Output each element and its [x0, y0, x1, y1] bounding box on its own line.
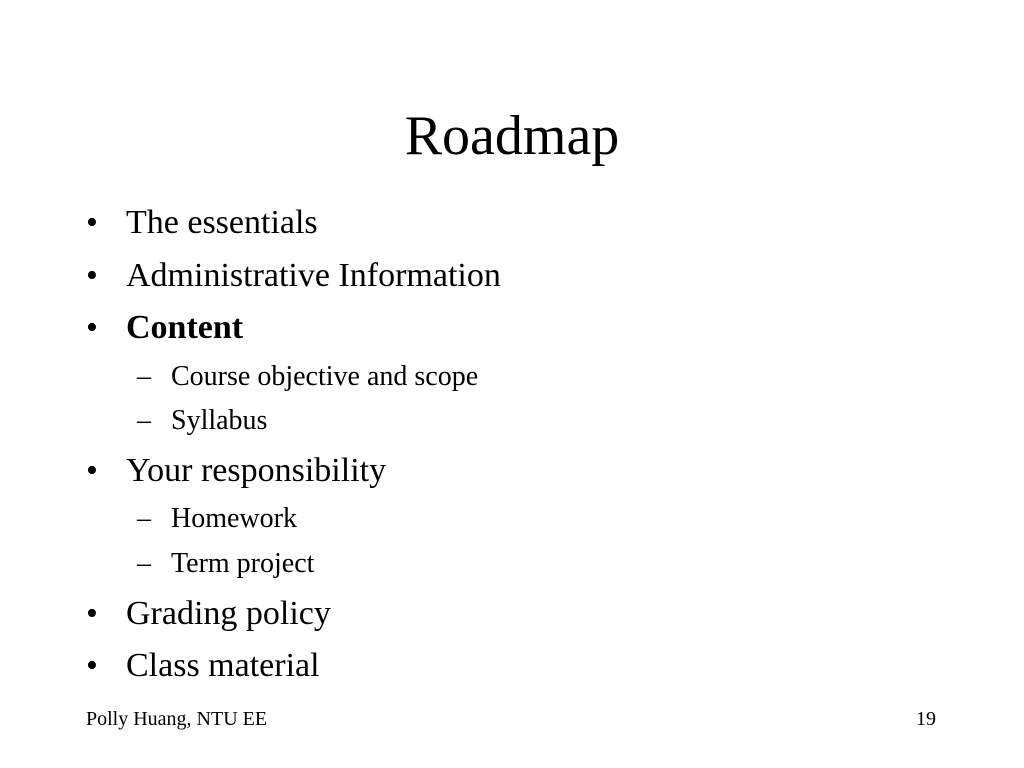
sub-bullet-text: Syllabus	[171, 405, 268, 436]
page-number: 19	[916, 708, 936, 730]
dash-marker: –	[137, 361, 151, 392]
bullet-marker: •	[86, 257, 98, 294]
bullet-text: Grading policy	[126, 595, 331, 632]
sub-bullet-item	[137, 502, 297, 536]
bullet-marker: •	[86, 647, 98, 684]
sub-bullet-text: Course objective and scope	[171, 361, 479, 392]
sub-bullet-item	[137, 547, 315, 581]
bullet-item	[86, 451, 387, 491]
dash-marker: –	[137, 405, 151, 436]
sub-bullet-item	[137, 404, 268, 438]
bullet-item	[86, 646, 320, 686]
bullet-text: Class material	[126, 647, 320, 684]
bullet-marker: •	[86, 595, 98, 632]
bullet-marker: •	[86, 309, 98, 346]
bullet-text: Administrative Information	[126, 257, 501, 294]
bullet-item	[86, 256, 501, 296]
bullet-text: Content	[126, 309, 244, 346]
bullet-marker: •	[86, 452, 98, 489]
bullet-marker: •	[86, 204, 98, 241]
sub-bullet-text: Term project	[171, 548, 315, 579]
bullet-item	[86, 203, 318, 243]
sub-bullet-text: Homework	[171, 503, 297, 534]
bullet-item	[86, 594, 331, 634]
bullet-text: The essentials	[126, 204, 318, 241]
sub-bullet-item	[137, 360, 479, 394]
bullet-item	[86, 308, 244, 348]
dash-marker: –	[137, 503, 151, 534]
dash-marker: –	[137, 548, 151, 579]
bullet-text: Your responsibility	[126, 452, 387, 489]
footer-author: Polly Huang, NTU EE	[86, 708, 268, 730]
slide-title: Roadmap	[404, 105, 620, 167]
